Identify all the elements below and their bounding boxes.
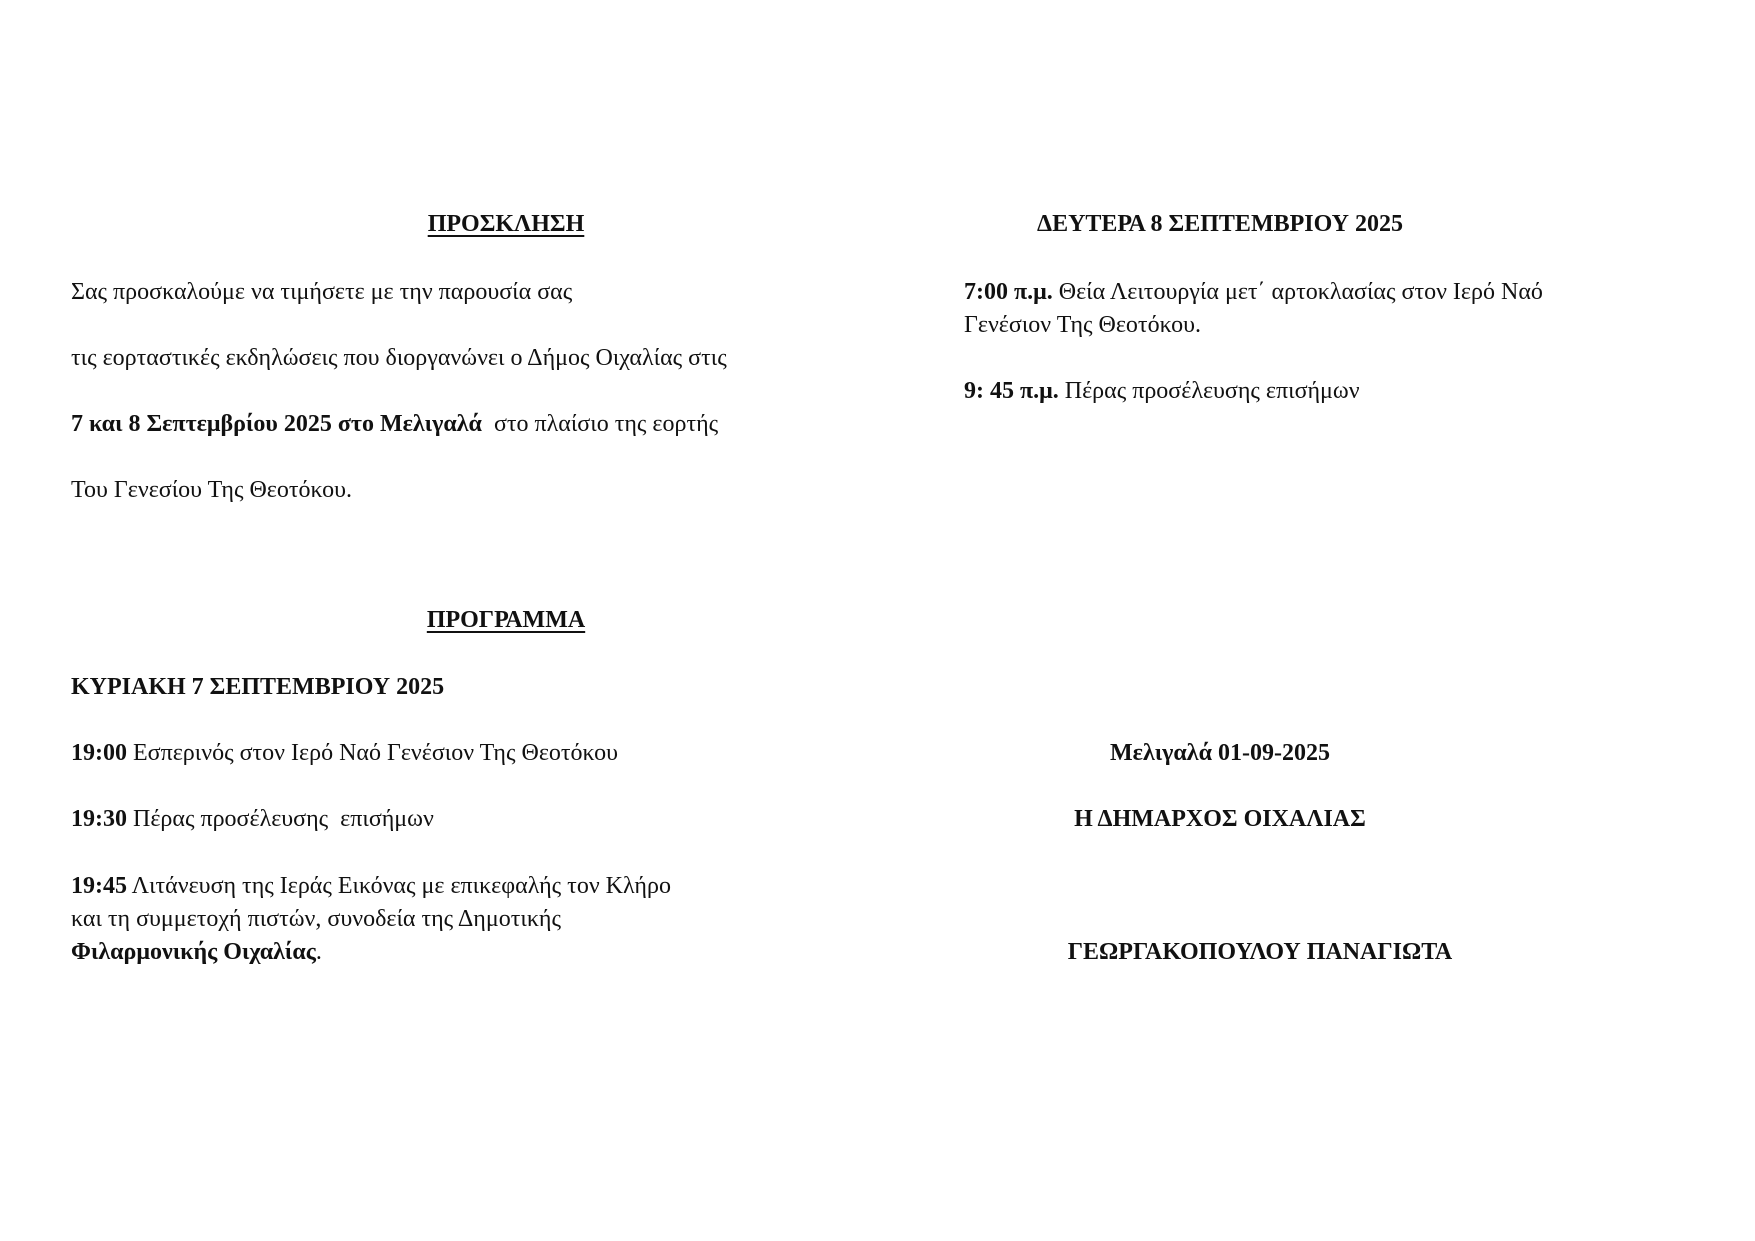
- invitation-line-4: Του Γενεσίου Της Θεοτόκου.: [71, 477, 352, 503]
- monday-item-2-time: 9: 45 π.μ.: [964, 378, 1059, 404]
- signature-title: Η ΔΗΜΑΡΧΟΣ ΟΙΧΑΛΙΑΣ: [1074, 806, 1366, 832]
- program-heading: ΠΡΟΓΡΑΜΜΑ: [426, 607, 586, 633]
- sunday-item-3-text-2: και τη συμμετοχή πιστών, συνοδεία της Δημοτικής: [71, 906, 561, 932]
- monday-item-2: [964, 375, 1360, 408]
- sunday-item-3-end: .: [315, 939, 322, 965]
- signature-name: ΓΕΩΡΓΑΚΟΠΟΥΛΟΥ ΠΑΝΑΓΙΩΤΑ: [1067, 939, 1453, 965]
- sunday-item-1-text: Εσπερινός στον Ιερό Ναό Γενέσιον Της Θεοτόκου: [127, 740, 618, 766]
- sunday-item-3: [71, 870, 671, 969]
- monday-heading: ΔΕΥΤΕΡΑ 8 ΣΕΠΤΕΜΒΡΙΟΥ 2025: [1037, 211, 1403, 237]
- sunday-item-1-time: 19:00: [71, 740, 127, 766]
- invitation-dates-place: 7 και 8 Σεπτεμβρίου 2025 στο Μελιγαλά: [71, 411, 482, 437]
- monday-item-1: [964, 276, 1543, 342]
- sunday-item-3-bold: Φιλαρμονικής Οιχαλίας: [71, 939, 316, 965]
- monday-item-1-text-1: Θεία Λειτουργία μετ΄ αρτοκλασίας στον Ιερό Ναό: [1052, 279, 1543, 305]
- sunday-item-2-text: Πέρας προσέλευσης επισήμων: [127, 806, 434, 832]
- monday-item-1-text-2: Γενέσιον Της Θεοτόκου.: [964, 312, 1202, 338]
- invitation-line-3-rest: στο πλαίσιο της εορτής: [481, 411, 719, 437]
- invitation-line-1: Σας προσκαλούμε να τιμήσετε με την παρουσία σας: [71, 279, 573, 305]
- sunday-heading: ΚΥΡΙΑΚΗ 7 ΣΕΠΤΕΜΒΡΙΟΥ 2025: [71, 674, 445, 700]
- signature-place-date: Μελιγαλά 01-09-2025: [1110, 740, 1330, 766]
- invitation-line-3: [71, 408, 718, 441]
- sunday-item-2-time: 19:30: [71, 806, 127, 832]
- sunday-item-2: [71, 803, 434, 836]
- monday-item-1-time: 7:00 π.μ.: [964, 279, 1053, 305]
- sunday-item-3-text-1: Λιτάνευση της Ιεράς Εικόνας με επικεφαλής τον Κλήρο: [127, 873, 671, 899]
- invitation-line-2: τις εορταστικές εκδηλώσεις που διοργανώνει ο Δήμος Οιχαλίας στις: [71, 345, 727, 371]
- sunday-item-3-time: 19:45: [71, 873, 127, 899]
- monday-item-2-text: Πέρας προσέλευσης επισήμων: [1058, 378, 1360, 404]
- sunday-item-1: [71, 737, 618, 770]
- invitation-heading: ΠΡΟΣΚΛΗΣΗ: [427, 211, 585, 237]
